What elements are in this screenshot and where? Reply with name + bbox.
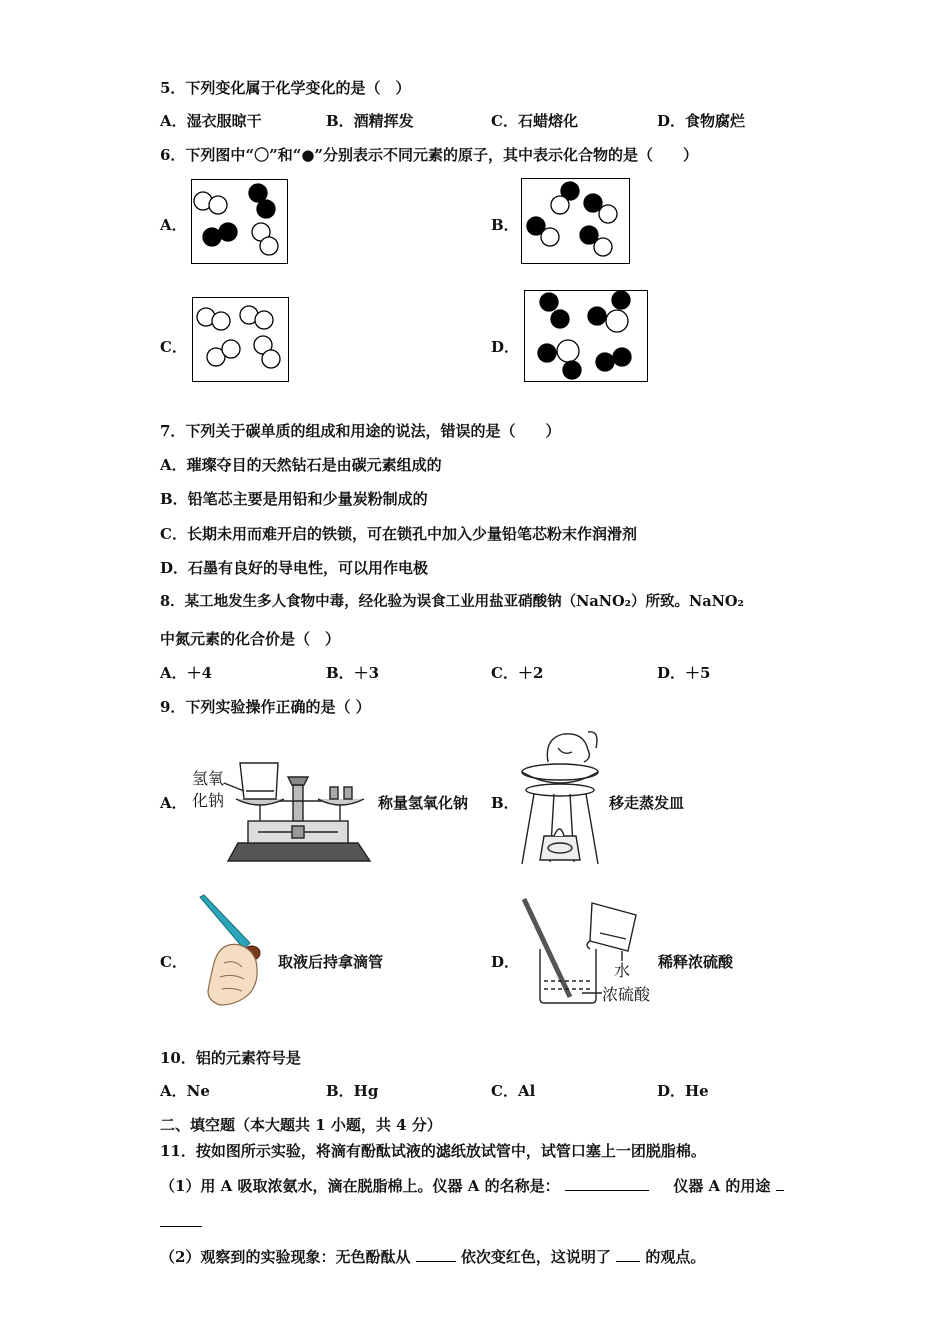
q9-label-c: C．	[160, 953, 187, 971]
q11-answer-blank-4[interactable]	[616, 1245, 640, 1262]
q9-stem: 9．下列实验操作正确的是（ ）	[160, 698, 371, 716]
q9-caption-c: 取液后持拿滴管	[278, 953, 384, 971]
q9-label-b: B．	[491, 794, 519, 812]
q10-option-c: C．Al	[491, 1082, 536, 1100]
q8-option-b: B．＋3	[326, 664, 380, 682]
evaporating-dish-figure	[514, 728, 606, 868]
q11-part1-text-a: （1）用 A 吸取浓氨水，滴在脱脂棉上。仪器 A 的名称是：	[160, 1177, 560, 1195]
q6-diagram-c	[192, 297, 289, 382]
q11-answer-blank-2[interactable]	[776, 1174, 784, 1191]
q6-label-d: D．	[491, 338, 520, 356]
q11-part2-text-a: （2）观察到的实验现象：无色酚酞从	[160, 1248, 411, 1266]
q11-answer-blank-2-continued[interactable]	[160, 1210, 202, 1227]
q8-stem-line2: 中氮元素的化合价是（ ）	[160, 630, 341, 648]
q10-option-a: A．Ne	[160, 1082, 210, 1100]
q7-stem: 7．下列关于碳单质的组成和用途的说法，错误的是（ ）	[160, 422, 561, 440]
q8-option-a: A．＋4	[160, 664, 213, 682]
q8-option-d: D．＋5	[657, 664, 711, 682]
dropper-figure	[194, 893, 274, 1011]
q11-answer-blank-1[interactable]	[565, 1174, 649, 1191]
q5-option-b: B．酒精挥发	[326, 112, 414, 130]
q6-stem: 6．下列图中“〇”和“●”分别表示不同元素的原子，其中表示化合物的是（ ）	[160, 146, 699, 164]
q6-diagram-a	[191, 179, 288, 264]
q6-label-a: A．	[160, 216, 187, 234]
q10-option-b: B．Hg	[326, 1082, 379, 1100]
q10-stem: 10．铝的元素符号是	[160, 1049, 301, 1067]
fig-d-label-acid: 浓硫酸	[602, 985, 651, 1004]
q9-caption-d: 稀释浓硫酸	[658, 953, 734, 971]
q7-option-d: D．石墨有良好的导电性，可以用作电极	[160, 559, 429, 577]
q8-stem-line1: 8．某工地发生多人食物中毒，经化验为误食工业用盐亚硝酸钠（NaNO₂）所致。NaNO₂	[160, 593, 744, 610]
q7-option-a: A．璀璨夺目的天然钻石是由碳元素组成的	[160, 456, 442, 474]
fig-a-label-line2: 化钠	[192, 791, 225, 810]
q11-part1	[160, 1174, 784, 1196]
fig-a-label-line1: 氢氧	[192, 769, 225, 788]
q8-option-c: C．＋2	[491, 664, 544, 682]
q11-answer-blank-3[interactable]	[416, 1245, 456, 1262]
q6-diagram-d	[524, 290, 648, 382]
q9-caption-a: 称量氢氧化钠	[378, 794, 469, 812]
q11-part1-text-b: 仪器 A 的用途	[673, 1177, 771, 1195]
q10-option-d: D．He	[657, 1082, 709, 1100]
balance-scale-figure	[188, 755, 373, 865]
q6-diagram-b	[521, 178, 630, 264]
q5-option-a: A．湿衣服晾干	[160, 112, 262, 130]
dilution-figure	[518, 893, 658, 1008]
q5-stem: 5．下列变化属于化学变化的是（ ）	[160, 79, 411, 97]
q11-stem: 11．按如图所示实验，将滴有酚酞试液的滤纸放试管中，试管口塞上一团脱脂棉。	[160, 1142, 706, 1160]
q11-part2-text-c: 的观点。	[645, 1248, 706, 1266]
section-title: 二、填空题（本大题共 1 小题，共 4 分）	[160, 1116, 442, 1134]
fig-d-label-water: 水	[614, 961, 631, 980]
q7-option-b: B．铅笔芯主要是用铅和少量炭粉制成的	[160, 490, 428, 508]
q5-option-d: D．食物腐烂	[657, 112, 746, 130]
q6-label-b: B．	[491, 216, 519, 234]
q9-label-d: D．	[491, 953, 520, 971]
q6-label-c: C．	[160, 338, 187, 356]
q11-part2	[160, 1245, 705, 1267]
q5-option-c: C．石蜡熔化	[491, 112, 578, 130]
q9-caption-b: 移走蒸发皿	[609, 794, 685, 812]
q7-option-c: C．长期未用而难开启的铁锁，可在锁孔中加入少量铅笔芯粉末作润滑剂	[160, 525, 637, 543]
q11-part2-text-b: 依次变红色，这说明了	[460, 1248, 611, 1266]
q9-label-a: A．	[160, 794, 187, 812]
